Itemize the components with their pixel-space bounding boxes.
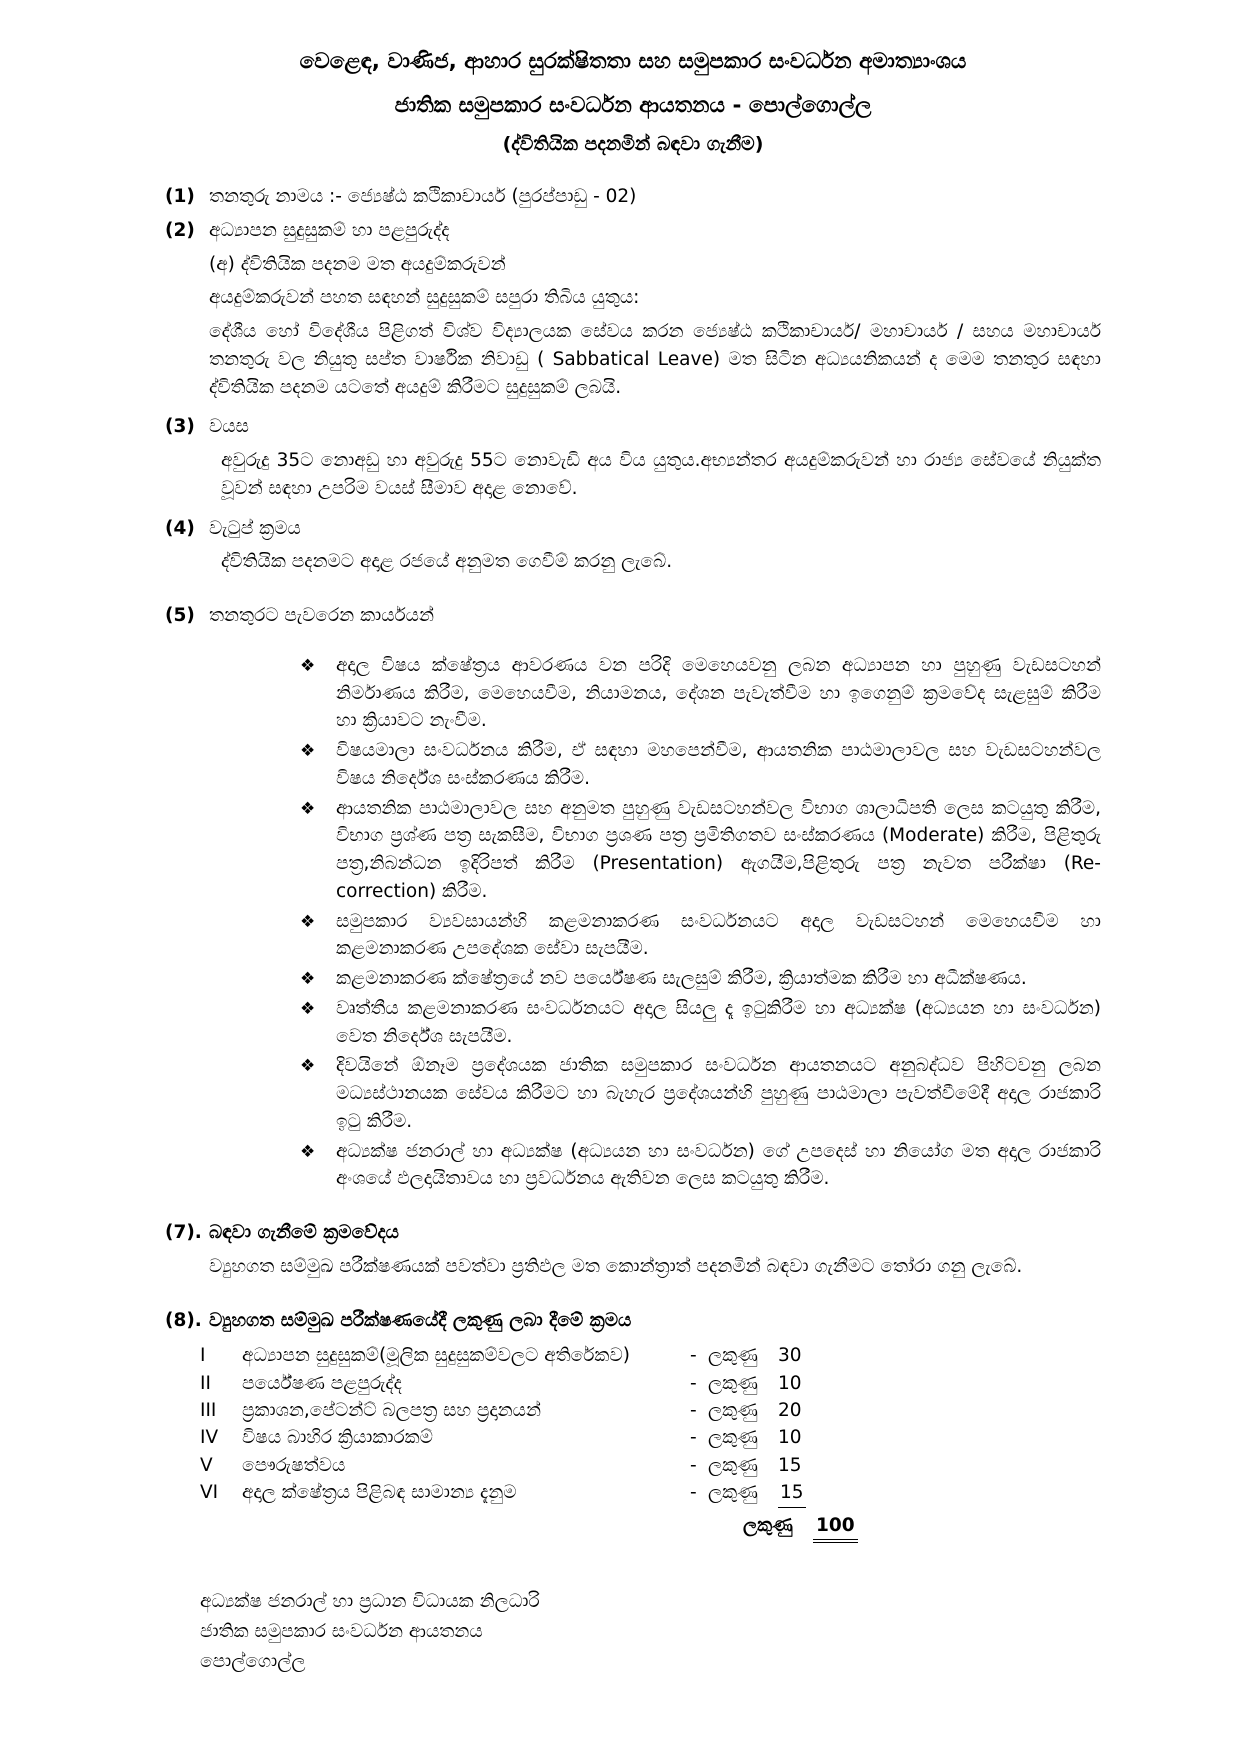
marks-table [200, 1342, 1101, 1543]
section-number: (7). [165, 1222, 202, 1244]
signatory-location: පොල්ගොල්ල [200, 1650, 306, 1672]
diamond-bullet-icon: ❖ [300, 1056, 316, 1077]
duty-item [300, 908, 1101, 964]
duty-item [300, 795, 1101, 906]
marks-value: 10 [778, 1372, 802, 1394]
duty-item [300, 1052, 1101, 1135]
diamond-bullet-icon: ❖ [300, 998, 316, 1019]
marking-scheme-title: ව්‍යුහගත සම්මුඛ පරීක්ෂණයේදී ලකුණු ලබා දීමේ ක්‍රමය [209, 1309, 632, 1331]
section-number: (8). [165, 1309, 202, 1331]
marks-value: 15 [778, 1454, 802, 1476]
roman-numeral: VI [200, 1482, 219, 1504]
marks-value: 30 [778, 1345, 802, 1367]
dash: - [690, 1345, 697, 1367]
age-body: අවුරුදු 35ට නොඅඩු හා අවුරුදු 55ට නොවැඩි අය විය යුතුය.අභ්‍යන්තර අයදුම්කරුවන් හා රාජ්‍ය සේවයේ නියුක්ත වූවන් සඳහා උපරිම වයස් සීමාව අදාළ නොවේ. [221, 450, 1101, 499]
diamond-bullet-icon: ❖ [300, 655, 316, 676]
qualifications-title: අධ්‍යාපන සුදුසුකම් හා පළපුරුද්ද [209, 219, 450, 241]
ministry-title: වෙළෙඳ, වාණිජ, ආහාර සුරක්ෂිතතා සහ සමුපකාර සංවර්ධන අමාත්‍යාංශය [299, 49, 967, 74]
duties-bullet-list [300, 652, 1101, 1193]
section-recruitment-method [165, 1219, 1101, 1247]
dash: - [690, 1454, 697, 1476]
criterion-label: විෂය බාහිර ක්‍රියාකාරකම් [242, 1427, 433, 1449]
signature-block [200, 1589, 1101, 1675]
duty-item [300, 995, 1101, 1051]
marks-word: ලකුණු [708, 1427, 758, 1449]
duty-text: අදාල විෂය ක්ෂේත්‍රය ආවරණය වන පරිදි මෙහෙයවනු ලබන අධ්‍යාපන හා පුහුණු වැඩසටහන් නිර්මාණය කිරීම, මෙහෙයවීම, නියාමනය, දේශන පැවැත්වීම හා ඉගෙනුම් ක්‍රමවේද සැළසුම් කිරීම හා ක්‍රියාවට නැංවීම. [336, 654, 1101, 732]
signatory-institute: ජාතික සමුපකාර සංවර්ධන ආයතනය [200, 1621, 483, 1643]
duty-item [300, 1138, 1101, 1194]
criterion-label: පෞරුෂත්වය [242, 1454, 346, 1476]
dash: - [690, 1400, 697, 1422]
age-title: වයස [209, 416, 249, 438]
diamond-bullet-icon: ❖ [300, 911, 316, 932]
marks-total-row [743, 1512, 1101, 1544]
institute-title: ජාතික සමුපකාර සංවර්ධන ආයතනය - පොල්ගොල්ල [394, 93, 872, 119]
section-duties [165, 602, 1101, 630]
duty-item [300, 652, 1101, 735]
marks-row [200, 1370, 1101, 1397]
recruitment-method-title: බඳවා ගැනීමේ ක්‍රමවේදය [209, 1222, 399, 1244]
section-number: (4) [165, 517, 195, 539]
roman-numeral: III [200, 1400, 217, 1422]
section-number: (2) [165, 219, 195, 241]
marks-word: ලකුණු [708, 1454, 758, 1476]
section-marking-scheme [165, 1307, 1101, 1335]
dash: - [690, 1482, 697, 1504]
section-age [165, 413, 1101, 441]
section-number: (1) [165, 186, 195, 208]
duty-text: දිවයිනේ ඕනෑම ප්‍රදේශයක ජාතික සමුපකාර සංවර්ධන ආයතනයට අනුබද්ධව පිහිටවනු ලබන මධ්‍යස්ථානයක සේවය කිරීමට හා බැහැර ප්‍රදේශයන්හි පුහුණු පාඨමාලා පැවත්වීමේදී අදාල රාජකාරි ඉටු කිරීම. [336, 1055, 1101, 1132]
duty-item [300, 965, 1101, 993]
section-salary [165, 515, 1101, 543]
section-number: (3) [165, 416, 195, 438]
duty-text: සමුපකාර ව්‍යවසායන්හි කළමනාකරණ සංවර්ධනයට අදාල වැඩසටහන් මෙහෙයවීම හා කළමනාකරණ උපදේශක සේවා සැපයීම. [336, 910, 1101, 960]
salary-body: ද්විතියික පදනමට අදාළ රජයේ අනුමත ගෙවීම් කරනු ලැබේ. [221, 551, 673, 573]
roman-numeral: I [200, 1345, 206, 1367]
criterion-label: අධ්‍යාපන සුදුසුකම්(මූලික සුදුසුකම්වලට අතිරේකව) [242, 1345, 630, 1367]
criterion-label: පර්යේෂණ පළපුරුද්ද [242, 1372, 402, 1394]
criterion-label: ප්‍රකාශන,පේටන්ට් බලපත්‍ර සහ ප්‍රදානයන් [242, 1400, 541, 1422]
marks-row [200, 1424, 1101, 1451]
duty-text: ආයතනික පාඨමාලාවල සහ අනුමත පුහුණු වැඩසටහන්වල විභාග ශාලාධිපති ලෙස කටයුතු කිරීම, විභාග ප්‍රශ්ණ පත්‍ර සැකසීම, විභාග ප්‍රශණ පත්‍ර ප්‍රමිතිගතව සංස්කරණය (Moderate) කිරීම, පිළිතුරු පත්‍ර,නිබන්ධන ඉදිරිපත් කිරීම (Presentation) ඇගයීම,පිළිතුරු පත්‍ර නැවත පරීක්ෂා (Re-correction) කිරීම. [336, 797, 1101, 902]
marks-value-underlined: 15 [778, 1479, 830, 1507]
section-post-name [165, 183, 1101, 211]
section-number: (5) [165, 605, 195, 627]
roman-numeral: V [200, 1454, 213, 1476]
marks-row [200, 1452, 1101, 1479]
diamond-bullet-icon: ❖ [300, 798, 316, 819]
qualifications-sub-a: (අ) ද්විතියික පදනම මත අයදුම්කරුවන් [209, 253, 506, 275]
qualifications-body: දේශීය හෝ විදේශීය පිළිගත් විශ්ව විද්‍යාලයක සේවය කරන ජ්‍යෙෂ්ඨ කථිකාචාර්ය/ මහාචාර්ය / සහය මහාචාර්ය තනතුරු වල නියුතු සප්ත වාර්ෂික නිවාඩු ( Sabbatical Leave) මත සිටින අධ්‍යයනිකයන් ද මෙම තනතුර සඳහා ද්විතියික පදනම යටතේ අයදුම් කිරීමට සුදුසුකම් ලබයි. [209, 321, 1101, 398]
marks-value: 20 [778, 1400, 802, 1422]
diamond-bullet-icon: ❖ [300, 741, 316, 762]
duty-text: වෘත්තීය කළමනාකරණ සංවර්ධනයට අදාල සියලු දෑ ඉටුකිරීම හා අධ්‍යක්ෂ (අධ්‍යයන හා සංවර්ධන) වෙත නිර්දේශ සැපයීම. [336, 997, 1101, 1047]
salary-title: වැටුප් ක්‍රමය [209, 517, 301, 539]
marks-row [200, 1397, 1101, 1424]
duty-text: කළමනාකරණ ක්ෂේත්‍රයේ නව පර්යේෂණ සැලසුම් කිරීම, ක්‍රියාත්මක කිරීම හා අධීක්ෂණය. [336, 968, 1027, 990]
marks-row [200, 1342, 1101, 1369]
roman-numeral: IV [200, 1427, 219, 1449]
marks-word: ලකුණු [743, 1514, 793, 1536]
duty-text: විෂයමාලා සංවර්ධනය කිරීම, ඒ සඳහා මහපෙන්වීම, ආයතනික පාඨමාලාවල සහ වැඩසටහන්වල විෂය නිර්දේශ සංස්කරණය කිරීම. [336, 740, 1101, 789]
qualifications-intro: අයදුම්කරුවන් පහත සඳහන් සුදුසුකම් සපුරා තිබිය යුතුය: [209, 287, 640, 309]
recruitment-basis-subtitle: (ද්විතියික පදනමින් බඳවා ගැනීම) [502, 132, 764, 155]
duty-text: අධ්‍යක්ෂ ජනරාල් හා අධ්‍යක්ෂ (අධ්‍යයන හා සංවර්ධන) ගේ උපදෙස් හා නියෝග මත අදාල රාජකාරි අංශයේ ඵලදායිතාවය හා ප්‍රවර්ධනය ඇතිවන ලෙස කටයුතු කිරීම. [336, 1140, 1101, 1190]
criterion-label: අදාල ක්ෂේත්‍රය පිළිබඳ සාමාන්‍ය දැනුම [242, 1482, 517, 1504]
marks-word: ලකුණු [708, 1400, 758, 1422]
marks-value: 10 [778, 1427, 802, 1449]
recruitment-method-body: ව්‍යුහගත සම්මුඛ පරීක්ෂණයක් පවත්වා ප්‍රතිඵල මත කොන්ත්‍රාත් පදනමින් බඳවා ගැනීමට තෝරා ගනු ලැබේ. [209, 1255, 1023, 1277]
dash: - [690, 1372, 697, 1394]
dash: - [690, 1427, 697, 1449]
section-qualifications [165, 217, 1101, 245]
marks-word: ලකුණු [708, 1345, 758, 1367]
roman-numeral: II [200, 1372, 211, 1394]
marks-word: ලකුණු [708, 1372, 758, 1394]
marks-row [200, 1479, 1101, 1507]
duties-title: තනතුරට පැවරෙන කාර්යයන් [209, 605, 434, 627]
diamond-bullet-icon: ❖ [300, 1141, 316, 1162]
marks-word: ලකුණු [708, 1482, 758, 1504]
signatory-designation: අධ්‍යක්ෂ ජනරාල් හා ප්‍රධාන විධායක නිලධාරි [200, 1591, 540, 1613]
diamond-bullet-icon: ❖ [300, 969, 316, 990]
post-name-title: තනතුරු නාමය :- ජ්‍යෙෂ්ඨ කථිකාචාර්ය (පුරප්පාඩු - 02) [209, 186, 637, 208]
duty-item [300, 737, 1101, 793]
document-header [165, 46, 1101, 157]
total-marks-value: 100 [813, 1512, 858, 1544]
